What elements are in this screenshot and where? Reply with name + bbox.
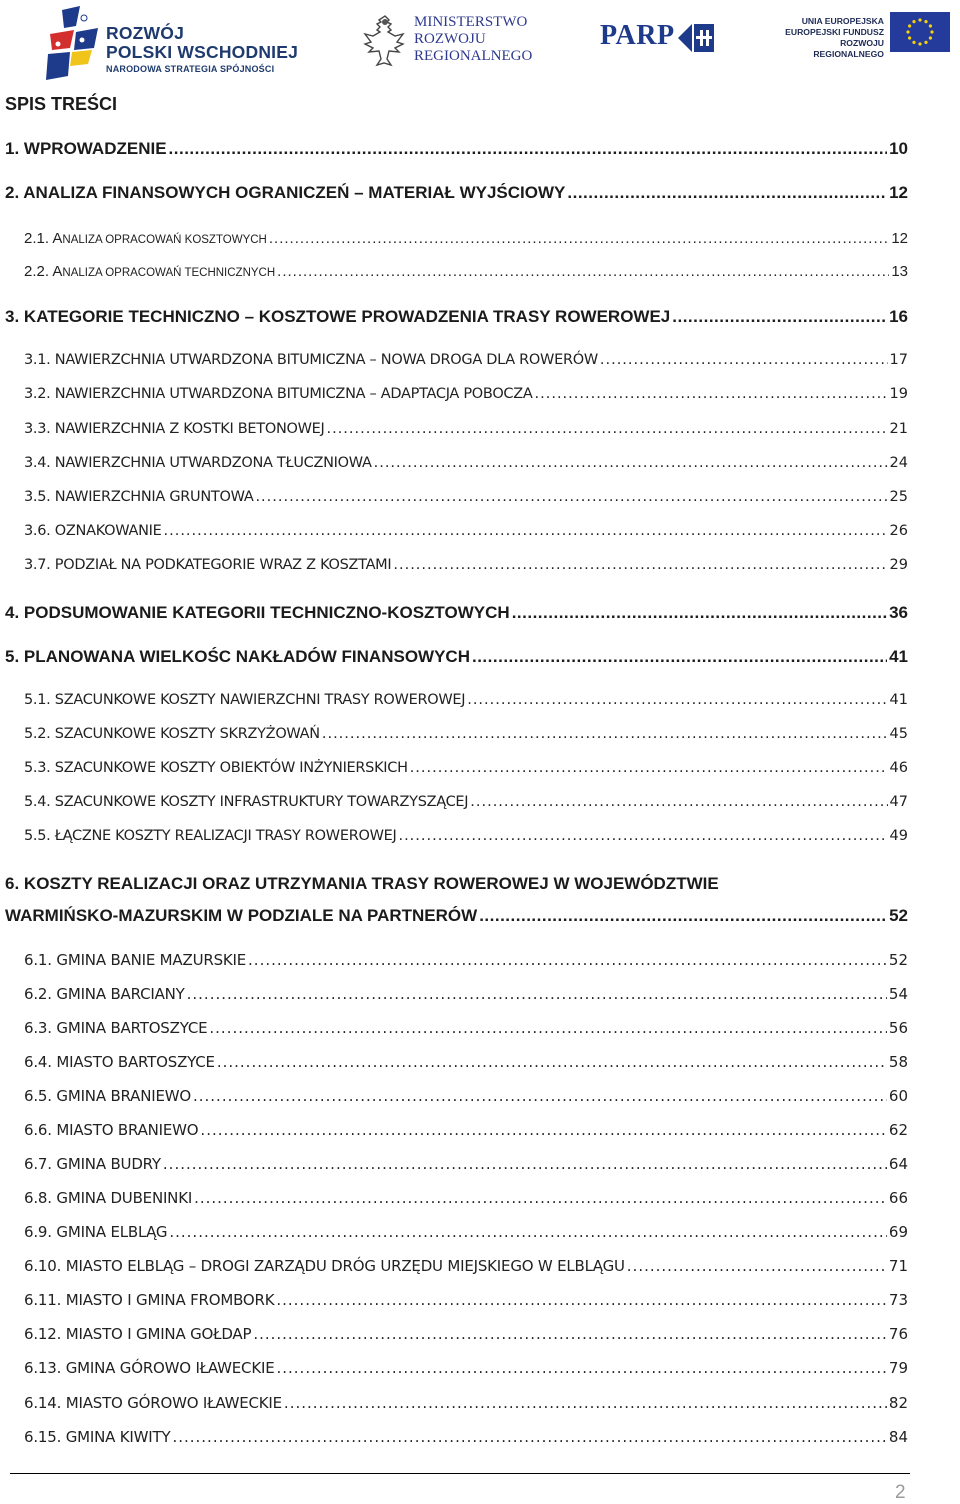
- toc-entry-label: GMINA BRANIEWO: [56, 1087, 191, 1105]
- toc-entry-3-6[interactable]: [24, 523, 908, 539]
- dot-leader: [169, 139, 888, 159]
- toc-entry-page: 12: [889, 183, 908, 202]
- toc-entry-3-2[interactable]: [24, 386, 908, 402]
- toc-entry-page: 16: [889, 307, 908, 326]
- toc-entry-number: 2.2.: [24, 263, 50, 280]
- toc-entry-number: 6.1.: [24, 951, 52, 969]
- toc-entry-page: 54: [888, 985, 908, 1003]
- dot-leader: [164, 523, 888, 539]
- toc-entry-label: KATEGORIE TECHNICZNO – KOSZTOWE PROWADZENIA TRASY ROWEROWEJ: [23, 307, 671, 326]
- toc-entry-label: PLANOWANA WIELKOŚC NAKŁADÓW FINANSOWYCH: [23, 647, 470, 666]
- eu-line2: EUROPEJSKI FUNDUSZ: [785, 27, 884, 37]
- toc-entry-number: 6.8.: [24, 1189, 52, 1207]
- dot-leader: [172, 1428, 886, 1446]
- dot-leader: [255, 489, 887, 505]
- toc-entry-4[interactable]: [5, 603, 908, 623]
- dot-leader: [398, 828, 887, 844]
- toc-entry-label: PODSUMOWANIE KATEGORII TECHNICZNO-KOSZTOWYCH: [23, 603, 510, 622]
- toc-entry-label: OZNAKOWANIE: [54, 523, 162, 539]
- toc-entry-6-7[interactable]: [24, 1155, 908, 1173]
- dot-leader: [193, 1087, 887, 1105]
- toc-entry-page: 45: [889, 726, 908, 742]
- dot-leader: [567, 183, 887, 203]
- toc-entry-number: 6.12.: [24, 1325, 62, 1343]
- toc-entry-6-13[interactable]: [24, 1359, 908, 1377]
- toc-entry-number: 3.6.: [24, 523, 51, 539]
- toc-entry-number: 5.4.: [24, 794, 51, 810]
- toc-entry-2-2[interactable]: [24, 263, 908, 280]
- rpw-line2: POLSKI WSCHODNIEJ: [106, 42, 299, 62]
- toc-entry-3[interactable]: [5, 307, 908, 327]
- toc-entry-page: 52: [888, 951, 908, 969]
- ministry-logo-text: [414, 14, 532, 65]
- toc-entry-page: 52: [889, 906, 908, 925]
- toc-entry-page: 47: [889, 794, 908, 810]
- toc-entry-number: 5.: [5, 647, 20, 666]
- toc-entry-number: 5.3.: [24, 760, 51, 776]
- toc-entry-page: 71: [888, 1257, 908, 1275]
- dot-leader: [277, 263, 889, 280]
- rpw-line3: NARODOWA STRATEGIA SPÓJNOŚCI: [106, 64, 275, 74]
- toc-entry-5[interactable]: [5, 647, 908, 667]
- toc-entry-page: 25: [889, 489, 908, 505]
- toc-entry-label: NAWIERZCHNIA GRUNTOWA: [54, 489, 254, 505]
- footer-divider: [10, 1473, 910, 1474]
- toc-entry-label: GMINA DUBENINKI: [56, 1189, 193, 1207]
- toc-entry-label: NALIZA OPRACOWAŃ KOSZTOWYCH: [62, 234, 267, 246]
- dot-leader: [276, 1291, 887, 1309]
- toc-entry-number: 6.11.: [24, 1291, 62, 1309]
- dot-leader: [472, 647, 887, 667]
- toc-entry-number: 6.: [5, 874, 20, 893]
- toc-entry-label: ŁĄCZNE KOSZTY REALIZACJI TRASY ROWEROWEJ: [54, 828, 397, 844]
- dot-leader: [187, 985, 887, 1003]
- toc-entry-number: 3.: [5, 307, 20, 326]
- dot-leader: [535, 386, 888, 402]
- toc-entry-number: 6.14.: [24, 1394, 62, 1412]
- toc-entry-page: 13: [891, 263, 908, 280]
- toc-title: SPIS TREŚCI: [5, 94, 118, 114]
- ministry-line2: ROZWOJU: [414, 31, 486, 47]
- toc-entry-label: NAWIERZCHNIA UTWARDZONA TŁUCZNIOWA: [54, 455, 372, 471]
- toc-entry-label: WPROWADZENIE: [23, 139, 167, 158]
- toc-entry-5-2[interactable]: [24, 726, 908, 742]
- toc-entry-number: 4.: [5, 603, 20, 622]
- toc-entry-number: 6.9.: [24, 1223, 52, 1241]
- toc-entry-page: 76: [888, 1325, 908, 1343]
- toc-entry-6[interactable]: [5, 906, 908, 926]
- toc-entry-number: 6.10.: [24, 1257, 62, 1275]
- header-logos: [0, 0, 960, 90]
- toc-entry-label: MIASTO I GMINA GOŁDAP: [65, 1325, 252, 1343]
- toc-entry-label: SZACUNKOWE KOSZTY OBIEKTÓW INŻYNIERSKICH: [54, 760, 408, 776]
- toc-entry-number: 5.2.: [24, 726, 51, 742]
- toc-entry-label: MIASTO BRANIEWO: [56, 1121, 199, 1139]
- toc-entry-6-12[interactable]: [24, 1325, 908, 1343]
- toc-entry-number: 6.5.: [24, 1087, 52, 1105]
- eu-logo: [784, 12, 952, 59]
- toc-entry-label: NALIZA OPRACOWAŃ TECHNICZNYCH: [62, 267, 276, 279]
- toc-entry-6-15[interactable]: [24, 1428, 908, 1446]
- ministry-line1: MINISTERSTWO: [414, 14, 528, 30]
- page-number: 2: [895, 1482, 906, 1503]
- eu-logo-text: [784, 16, 884, 60]
- toc-entry-3-1[interactable]: [24, 352, 908, 368]
- toc-entry-3-5[interactable]: [24, 489, 908, 505]
- toc-entry-5-3[interactable]: [24, 760, 908, 776]
- toc-entry-page: 41: [889, 647, 908, 666]
- dot-leader: [200, 1121, 886, 1139]
- toc-entry-number: 3.3.: [24, 421, 51, 437]
- toc-entry-label: GMINA BARCIANY: [56, 985, 185, 1003]
- toc-entry-6-1[interactable]: [24, 951, 908, 969]
- polish-eagle-icon: [362, 12, 408, 72]
- toc-entry-page: 84: [888, 1428, 908, 1446]
- toc-entry-page: 36: [889, 603, 908, 622]
- toc-entry-page: 12: [891, 230, 908, 247]
- dot-leader: [479, 906, 887, 926]
- toc-entry-6-9[interactable]: [24, 1223, 908, 1241]
- toc-entry-label: ANALIZA FINANSOWYCH OGRANICZEŃ – MATERIAŁ WYJŚCIOWY: [23, 183, 566, 202]
- toc-entry-number: 3.1.: [24, 352, 51, 368]
- toc-entry-label: SZACUNKOWE KOSZTY SKRZYŻOWAŃ: [54, 726, 320, 742]
- toc-entry-page: 66: [888, 1189, 908, 1207]
- toc-entry-page: 64: [888, 1155, 908, 1173]
- toc-entry-label: GMINA BUDRY: [56, 1155, 161, 1173]
- toc-entry-page: 79: [888, 1359, 908, 1377]
- dot-leader: [627, 1257, 887, 1275]
- toc-entry-number: 5.5.: [24, 828, 51, 844]
- toc-entry-6-11[interactable]: [24, 1291, 908, 1309]
- toc-entry-number: 3.7.: [24, 557, 51, 573]
- dot-leader: [467, 692, 887, 708]
- toc-entry-number: 6.7.: [24, 1155, 52, 1173]
- dot-leader: [410, 760, 888, 776]
- toc-entry-6-line1[interactable]: [5, 874, 719, 894]
- toc-entry-page: 62: [888, 1121, 908, 1139]
- dot-leader: [194, 1189, 887, 1207]
- dot-leader: [374, 455, 888, 471]
- toc-entry-label: KOSZTY REALIZACJI ORAZ UTRZYMANIA TRASY ROWEROWEJ W WOJEWÓDZTWIE: [23, 874, 719, 893]
- dot-leader: [276, 1359, 886, 1377]
- toc-entry-number: 3.4.: [24, 455, 51, 471]
- toc-entry-page: 17: [889, 352, 908, 368]
- toc-entry-6-8[interactable]: [24, 1189, 908, 1207]
- ministry-line3: REGIONALNEGO: [414, 48, 533, 64]
- toc-entry-2-1[interactable]: [24, 230, 908, 247]
- toc-entry-6-4[interactable]: [24, 1053, 908, 1071]
- toc-entry-page: 69: [888, 1223, 908, 1241]
- toc-entry-page: 60: [888, 1087, 908, 1105]
- eu-line3: ROZWOJU REGIONALNEGO: [813, 38, 884, 59]
- toc-entry-number: 2.1.: [24, 230, 50, 247]
- dot-leader: [512, 603, 887, 623]
- toc-entry-number: 6.4.: [24, 1053, 52, 1071]
- toc-entry-label: MIASTO I GMINA FROMBORK: [65, 1291, 275, 1309]
- dot-leader: [163, 1155, 887, 1173]
- toc-entry-label: GMINA GÓROWO IŁAWECKIE: [65, 1359, 275, 1377]
- dot-leader: [470, 794, 887, 810]
- dot-leader: [248, 951, 887, 969]
- dot-leader: [169, 1223, 887, 1241]
- toc-entry-6-14[interactable]: [24, 1394, 908, 1412]
- rpw-logo-text: [106, 24, 298, 75]
- eu-flag-icon: [890, 12, 950, 52]
- toc-entry-label: GMINA BARTOSZYCE: [56, 1019, 208, 1037]
- dot-leader: [253, 1325, 887, 1343]
- rpw-emblem-icon: [40, 4, 106, 84]
- ministry-logo: [362, 12, 542, 72]
- toc-entry-6-6[interactable]: [24, 1121, 908, 1139]
- toc-entry-page: 19: [889, 386, 908, 402]
- toc-entry-label: MIASTO GÓROWO IŁAWECKIE: [65, 1394, 282, 1412]
- toc-entry-label: GMINA ELBLĄG: [56, 1223, 168, 1241]
- eu-line1: UNIA EUROPEJSKA: [801, 16, 884, 26]
- dot-leader: [269, 230, 889, 247]
- toc-entry-number: 6.3.: [24, 1019, 52, 1037]
- toc-entry-label: NAWIERZCHNIA UTWARDZONA BITUMICZNA – ADAPTACJA POBOCZA: [54, 386, 533, 402]
- toc-entry-number: 6.15.: [24, 1428, 62, 1446]
- toc-entry-label: SZACUNKOWE KOSZTY INFRASTRUKTURY TOWARZYSZĄCEJ: [54, 794, 469, 810]
- toc-entry-number: 5.1.: [24, 692, 51, 708]
- dot-leader: [322, 726, 888, 742]
- rpw-line1: ROZWÓJ: [106, 23, 185, 43]
- toc-entry-label: MIASTO BARTOSZYCE: [56, 1053, 215, 1071]
- toc-entry-1[interactable]: [5, 139, 908, 159]
- toc-entry-6-10[interactable]: [24, 1257, 908, 1275]
- toc-entry-number: 1.: [5, 139, 20, 158]
- toc-entry-number: 2.: [5, 183, 20, 202]
- toc-entry-page: 41: [889, 692, 908, 708]
- toc-entry-label-initial: A: [52, 230, 63, 247]
- dot-leader: [284, 1394, 887, 1412]
- toc-entry-6-2[interactable]: [24, 985, 908, 1003]
- toc-entry-label-initial: A: [52, 263, 63, 280]
- toc-entry-page: 56: [888, 1019, 908, 1037]
- toc-entry-3-3[interactable]: [24, 421, 908, 437]
- toc-entry-5-1[interactable]: [24, 692, 908, 708]
- toc-entry-label: SZACUNKOWE KOSZTY NAWIERZCHNI TRASY ROWEROWEJ: [54, 692, 466, 708]
- toc-entry-page: 26: [889, 523, 908, 539]
- toc-entry-5-4[interactable]: [24, 794, 908, 810]
- parp-logo: [600, 14, 720, 64]
- toc-entry-page: 49: [889, 828, 908, 844]
- toc-entry-6-5[interactable]: [24, 1087, 908, 1105]
- toc-entry-label: NAWIERZCHNIA Z KOSTKI BETONOWEJ: [54, 421, 325, 437]
- toc-entry-number: 3.2.: [24, 386, 51, 402]
- toc-entry-page: 21: [889, 421, 908, 437]
- dot-leader: [393, 557, 887, 573]
- rozwoj-polski-wschodniej-logo: [40, 4, 310, 84]
- parp-logo-text: PARP: [600, 20, 675, 51]
- dot-leader: [600, 352, 888, 368]
- toc-entry-label: NAWIERZCHNIA UTWARDZONA BITUMICZNA – NOWA DROGA DLA ROWERÓW: [54, 352, 598, 368]
- toc-entry-6-3[interactable]: [24, 1019, 908, 1037]
- toc-entry-2[interactable]: [5, 183, 908, 203]
- toc-entry-page: 29: [889, 557, 908, 573]
- toc-entry-page: 46: [889, 760, 908, 776]
- parp-mark-icon: [674, 16, 718, 60]
- toc-entry-number: 6.13.: [24, 1359, 62, 1377]
- toc-entry-label: MIASTO ELBLĄG – DROGI ZARZĄDU DRÓG URZĘDU MIEJSKIEGO W ELBLĄGU: [65, 1257, 625, 1275]
- dot-leader: [209, 1019, 887, 1037]
- dot-leader: [672, 307, 887, 327]
- toc-entry-5-5[interactable]: [24, 828, 908, 844]
- toc-entry-number: 3.5.: [24, 489, 51, 505]
- toc-entry-page: 82: [888, 1394, 908, 1412]
- toc-entry-number: 6.2.: [24, 985, 52, 1003]
- dot-leader: [326, 421, 887, 437]
- toc-entry-page: 58: [888, 1053, 908, 1071]
- toc-entry-page: 10: [889, 139, 908, 158]
- toc-entry-label-line2: WARMIŃSKO-MAZURSKIM W PODZIALE NA PARTNERÓW: [5, 906, 478, 925]
- toc-entry-label: GMINA BANIE MAZURSKIE: [56, 951, 247, 969]
- toc-entry-3-4[interactable]: [24, 455, 908, 471]
- toc-entry-page: 73: [888, 1291, 908, 1309]
- toc-entry-label: PODZIAŁ NA PODKATEGORIE WRAZ Z KOSZTAMI: [54, 557, 392, 573]
- dot-leader: [217, 1053, 887, 1071]
- toc-entry-number: 6.6.: [24, 1121, 52, 1139]
- toc-entry-page: 24: [889, 455, 908, 471]
- toc-entry-3-7[interactable]: [24, 557, 908, 573]
- toc-entry-label: GMINA KIWITY: [65, 1428, 171, 1446]
